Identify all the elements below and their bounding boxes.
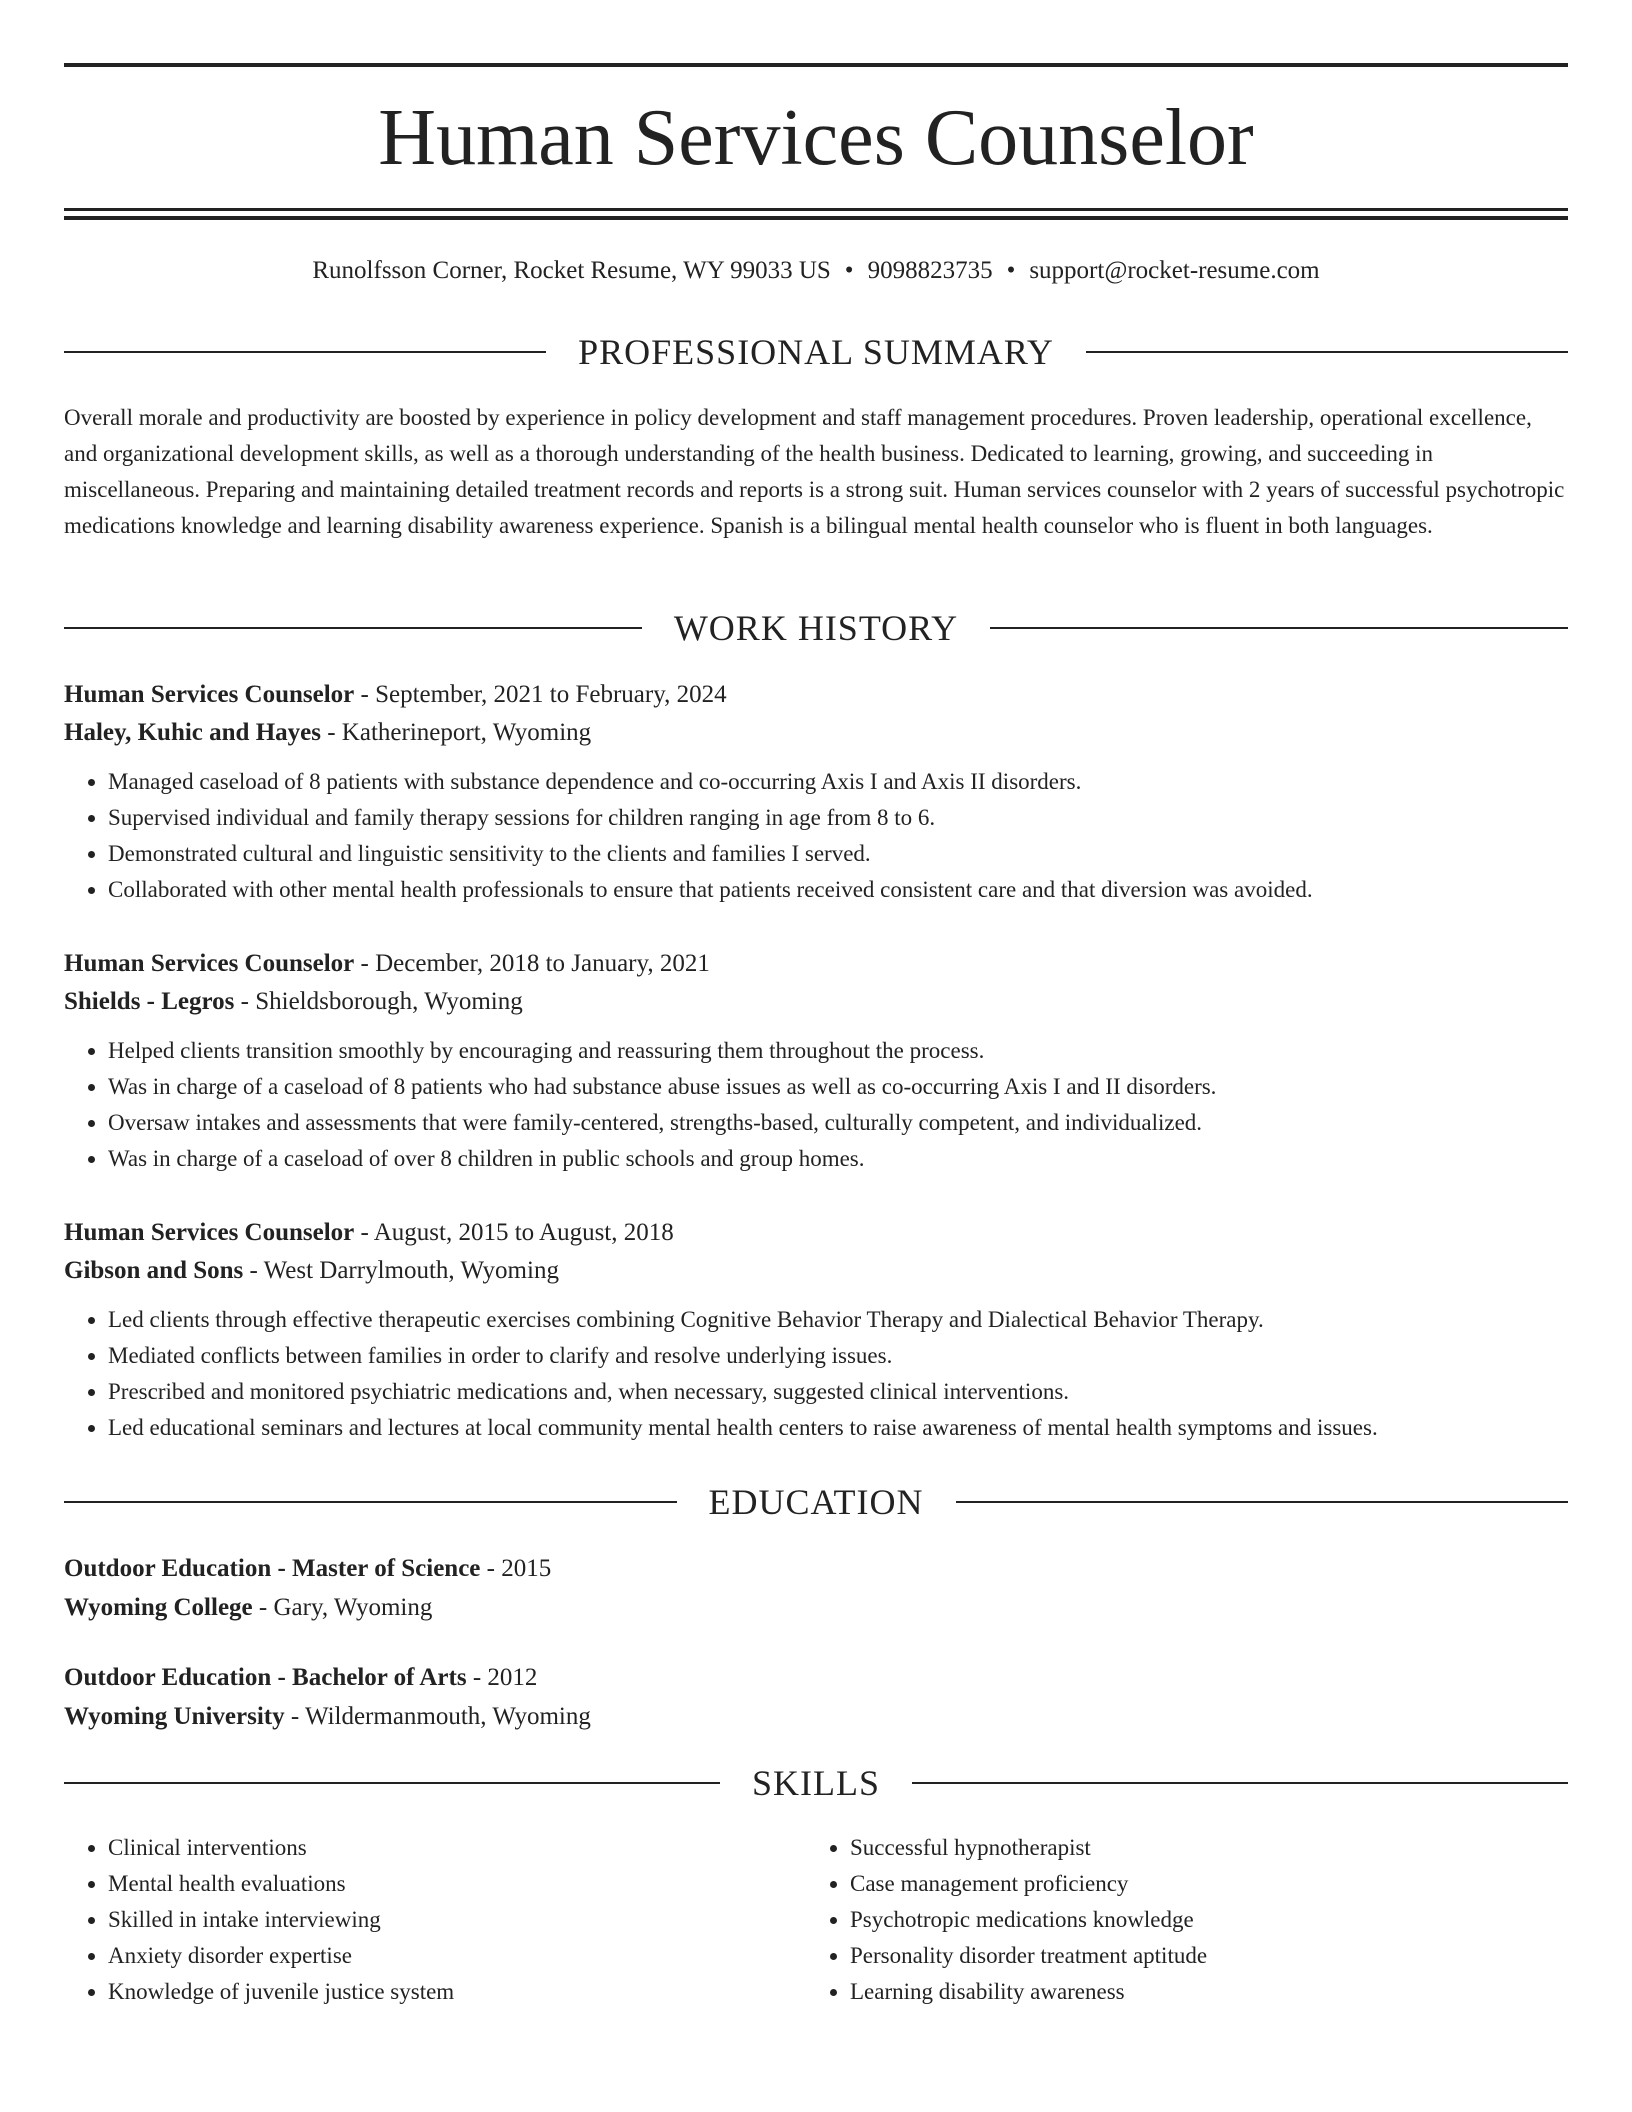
skill-item: • Mental health evaluations bbox=[108, 1866, 806, 1902]
job-company-line bbox=[64, 983, 1568, 1021]
job-bullet: • Was in charge of a caseload of 8 patients who had substance abuse issues as well as co-occurring Axis I and II disorders. bbox=[108, 1069, 1568, 1105]
job-title-line bbox=[64, 945, 1568, 983]
job-entry bbox=[64, 945, 1568, 1177]
section-header-work bbox=[64, 606, 1568, 650]
job-bullet: • Prescribed and monitored psychiatric medications and, when necessary, suggested clinical interventions. bbox=[108, 1374, 1568, 1410]
skill-item: • Psychotropic medications knowledge bbox=[850, 1902, 1548, 1938]
section-header-education bbox=[64, 1480, 1568, 1524]
section-rule bbox=[64, 351, 546, 353]
job-title-line bbox=[64, 676, 1568, 714]
education-school-line bbox=[64, 1697, 1568, 1736]
section-header-summary bbox=[64, 330, 1568, 374]
top-rule bbox=[64, 63, 1568, 67]
section-rule bbox=[64, 1782, 720, 1784]
education-location: - Wildermanmouth, Wyoming bbox=[284, 1703, 591, 1730]
section-title: SKILLS bbox=[752, 1763, 881, 1803]
section-rule bbox=[956, 1501, 1569, 1503]
job-entry bbox=[64, 1214, 1568, 1446]
job-company-line bbox=[64, 1252, 1568, 1290]
job-bullet: • Was in charge of a caseload of over 8 children in public schools and group homes. bbox=[108, 1141, 1568, 1177]
section-rule bbox=[64, 627, 642, 629]
contact-address: Runolfsson Corner, Rocket Resume, WY 99033 US bbox=[312, 257, 831, 284]
contact-separator: • bbox=[1006, 257, 1016, 284]
job-title: Human Services Counselor bbox=[64, 1219, 355, 1246]
education-location: - Gary, Wyoming bbox=[252, 1594, 433, 1621]
job-company: Shields - Legros bbox=[64, 988, 235, 1015]
job-entry bbox=[64, 676, 1568, 908]
education-year: - 2015 bbox=[480, 1555, 552, 1582]
job-bullets bbox=[64, 1033, 1568, 1177]
job-location: - Shieldsborough, Wyoming bbox=[234, 988, 523, 1015]
job-dates: - August, 2015 to August, 2018 bbox=[354, 1219, 674, 1246]
job-bullet: • Oversaw intakes and assessments that were family-centered, strengths-based, culturally competent, and individualized. bbox=[108, 1105, 1568, 1141]
skill-item: • Knowledge of juvenile justice system bbox=[108, 1974, 806, 2010]
education-school: Wyoming College bbox=[64, 1594, 253, 1621]
education-year: - 2012 bbox=[466, 1664, 538, 1691]
job-title: Human Services Counselor bbox=[64, 950, 355, 977]
section-title: PROFESSIONAL SUMMARY bbox=[578, 332, 1054, 372]
job-bullets bbox=[64, 1302, 1568, 1446]
section-rule bbox=[990, 627, 1568, 629]
title-rule-lower bbox=[64, 216, 1568, 220]
job-bullet: • Led clients through effective therapeutic exercises combining Cognitive Behavior Therapy and Dialectical Behavior Therapy. bbox=[108, 1302, 1568, 1338]
skills-column-left bbox=[64, 1830, 806, 2010]
education-school-line bbox=[64, 1588, 1568, 1627]
skill-item: • Successful hypnotherapist bbox=[850, 1830, 1548, 1866]
education-degree-line bbox=[64, 1549, 1568, 1588]
section-title: EDUCATION bbox=[708, 1482, 924, 1522]
skills-column-right bbox=[806, 1830, 1548, 2010]
title-rule-upper bbox=[64, 208, 1568, 211]
job-dates: - December, 2018 to January, 2021 bbox=[354, 950, 710, 977]
job-bullets bbox=[64, 764, 1568, 908]
education-school: Wyoming University bbox=[64, 1703, 285, 1730]
job-bullet: • Led educational seminars and lectures at local community mental health centers to raise awareness of mental health symptoms and issues. bbox=[108, 1410, 1568, 1446]
job-bullet: • Supervised individual and family therapy sessions for children ranging in age from 8 to 6. bbox=[108, 800, 1568, 836]
skill-item: • Anxiety disorder expertise bbox=[108, 1938, 806, 1974]
job-company: Gibson and Sons bbox=[64, 1257, 244, 1284]
section-rule bbox=[1086, 351, 1568, 353]
job-company-line bbox=[64, 714, 1568, 752]
section-title: WORK HISTORY bbox=[673, 608, 959, 648]
section-rule bbox=[912, 1782, 1568, 1784]
section-header-skills bbox=[64, 1761, 1568, 1805]
skill-item: • Clinical interventions bbox=[108, 1830, 806, 1866]
skill-item: • Case management proficiency bbox=[850, 1866, 1548, 1902]
job-location: - Katherineport, Wyoming bbox=[320, 719, 592, 746]
job-title-line bbox=[64, 1214, 1568, 1252]
skill-item: • Skilled in intake interviewing bbox=[108, 1902, 806, 1938]
contact-line bbox=[64, 254, 1568, 288]
job-bullet: • Demonstrated cultural and linguistic sensitivity to the clients and families I served. bbox=[108, 836, 1568, 872]
job-title: Human Services Counselor bbox=[64, 681, 355, 708]
job-bullet: • Mediated conflicts between families in order to clarify and resolve underlying issues. bbox=[108, 1338, 1568, 1374]
job-bullet: • Helped clients transition smoothly by encouraging and reassuring them throughout the process. bbox=[108, 1033, 1568, 1069]
skill-item: • Learning disability awareness bbox=[850, 1974, 1548, 2010]
education-degree-line bbox=[64, 1658, 1568, 1697]
section-rule bbox=[64, 1501, 677, 1503]
contact-email: support@rocket-resume.com bbox=[1029, 257, 1320, 284]
education-degree: Outdoor Education - Bachelor of Arts bbox=[64, 1664, 467, 1691]
education-entry bbox=[64, 1658, 1568, 1736]
job-location: - West Darrylmouth, Wyoming bbox=[243, 1257, 559, 1284]
education-entry bbox=[64, 1549, 1568, 1627]
contact-phone: 9098823735 bbox=[867, 257, 993, 284]
job-dates: - September, 2021 to February, 2024 bbox=[354, 681, 727, 708]
job-company: Haley, Kuhic and Hayes bbox=[64, 719, 321, 746]
job-bullet: • Collaborated with other mental health professionals to ensure that patients received consistent care and that diversion was avoided. bbox=[108, 872, 1568, 908]
skill-item: • Personality disorder treatment aptitude bbox=[850, 1938, 1548, 1974]
education-degree: Outdoor Education - Master of Science bbox=[64, 1555, 481, 1582]
skills-list bbox=[64, 1830, 1568, 2010]
resume-title: Human Services Counselor bbox=[378, 94, 1254, 182]
contact-separator: • bbox=[844, 257, 854, 284]
job-bullet: • Managed caseload of 8 patients with substance dependence and co-occurring Axis I and Axis II disorders. bbox=[108, 764, 1568, 800]
summary-text: Overall morale and productivity are boosted by experience in policy development and staff management procedures. Proven leadership, operational excellence, and organizational development skills, as well as a thorough understanding of the health business. Dedicated to learning, growing, and succeeding in miscellaneous. Preparing and maintaining detailed treatment records and reports is a strong suit. Human services counselor with 2 years of successful psychotropic medications knowledge and learning disability awareness experience. Spanish is a bilingual mental health counselor who is fluent in both languages. bbox=[64, 405, 1565, 538]
